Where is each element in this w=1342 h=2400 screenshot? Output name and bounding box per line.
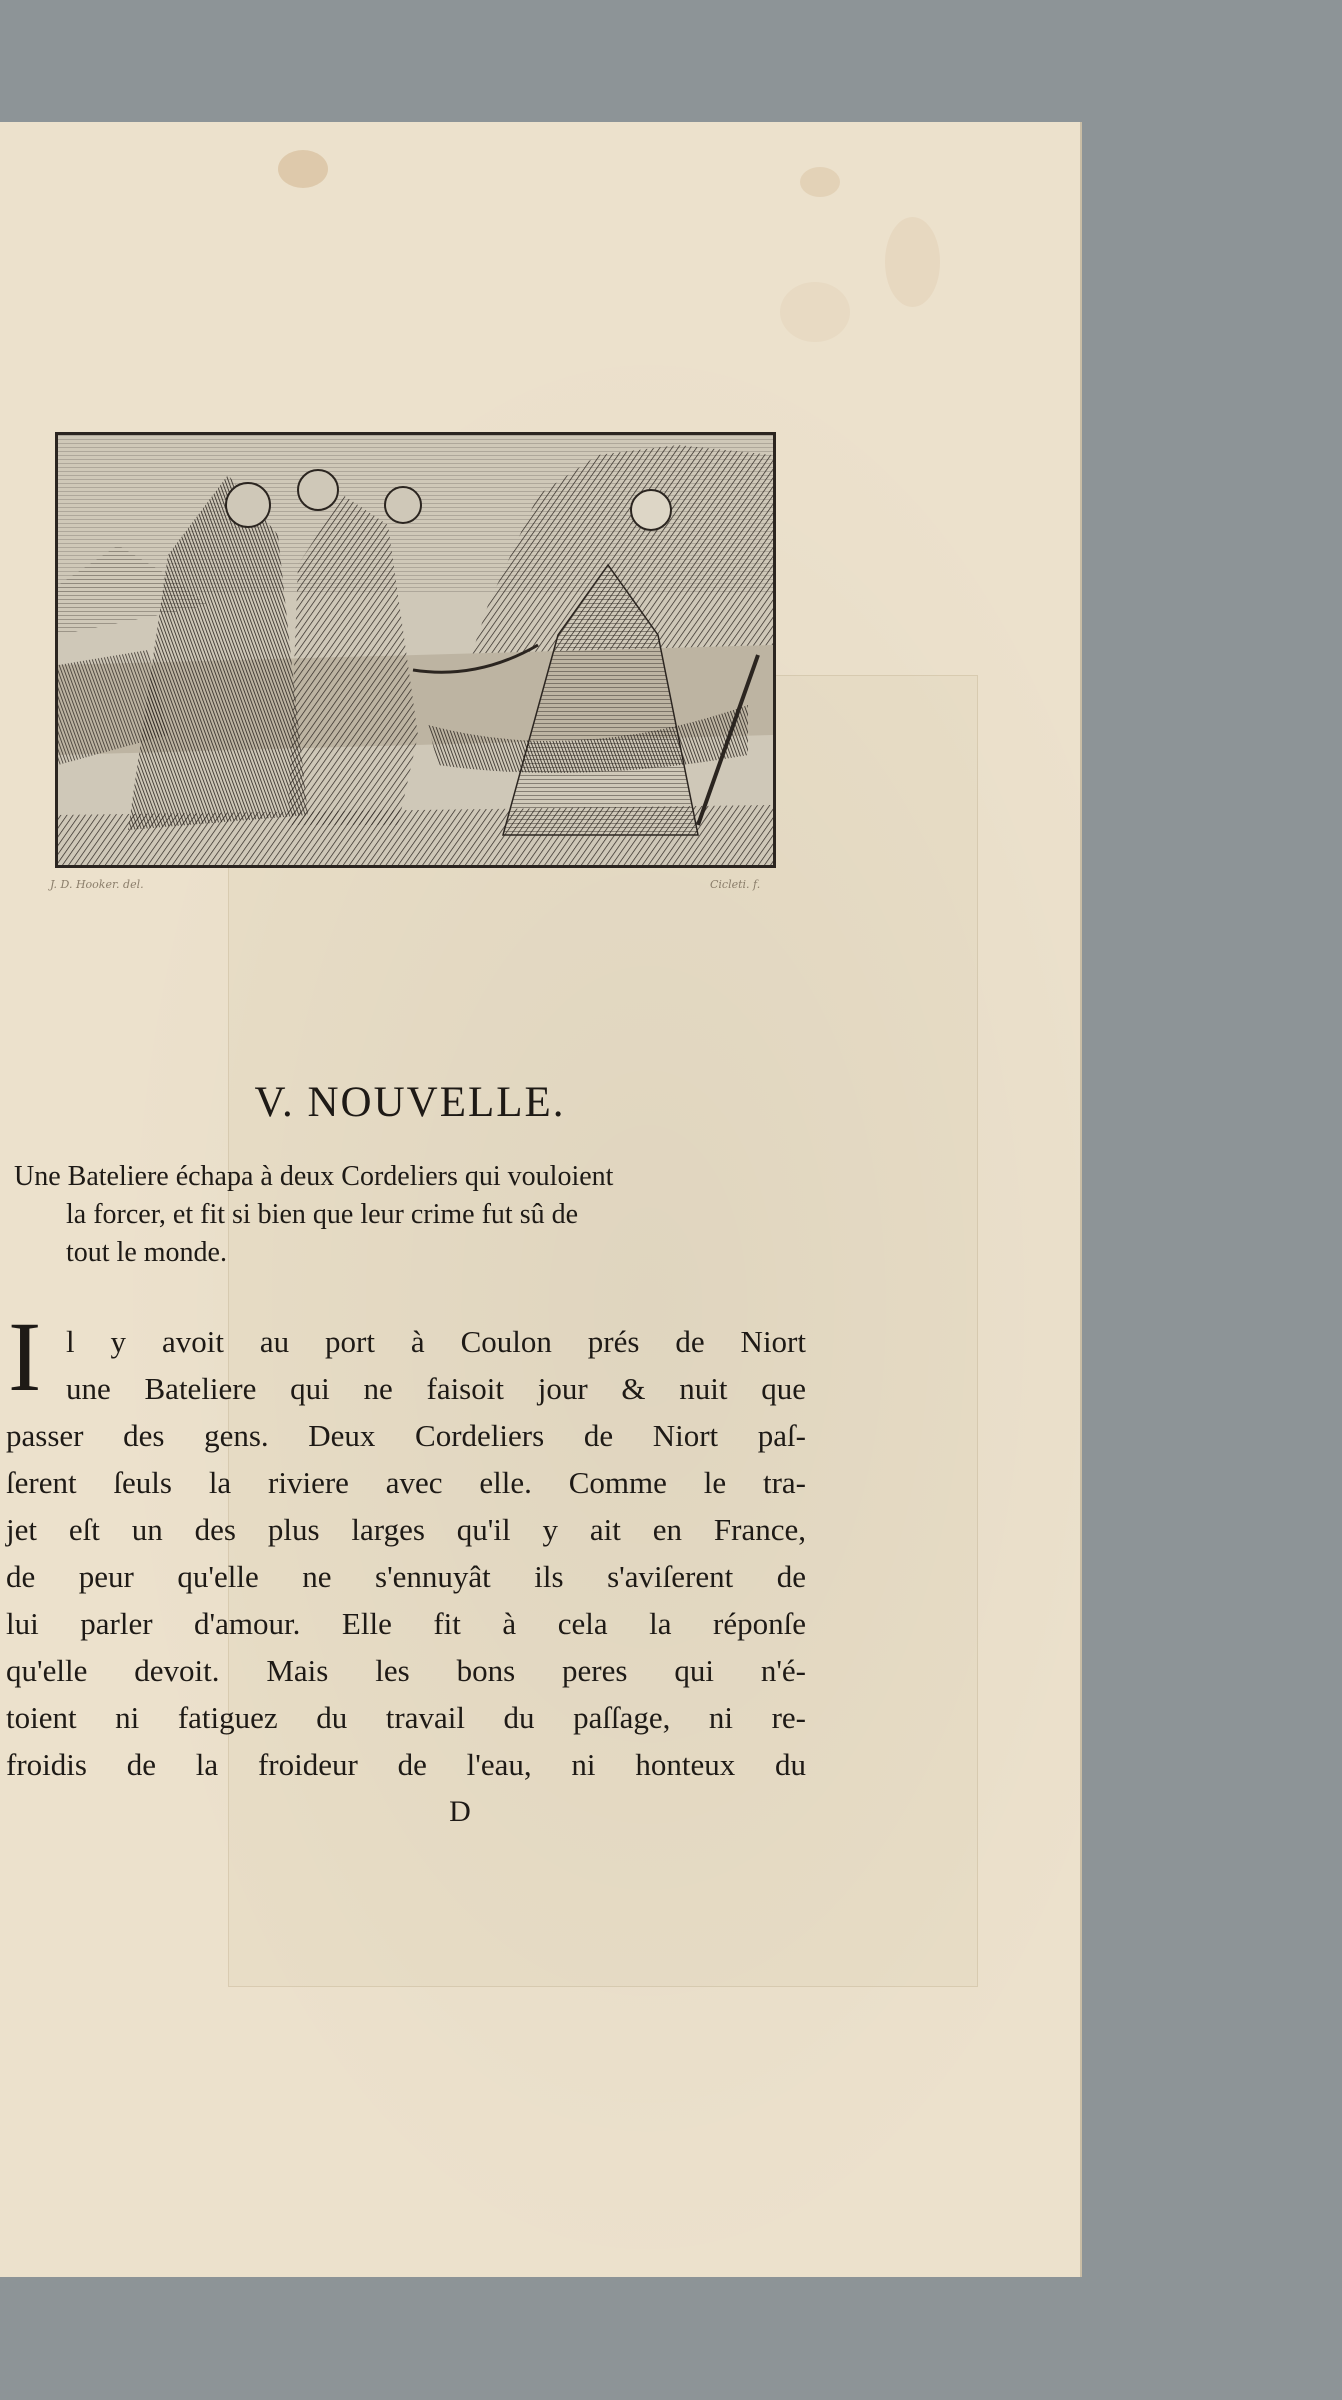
body-line: froidis de la froideur de l'eau, ni honteux du — [6, 1747, 806, 1782]
body-line: ſerent ſeuls la riviere avec elle. Comme le tra- — [6, 1465, 806, 1500]
body-line: lui parler d'amour. Elle fit à cela la réponſe — [6, 1606, 806, 1641]
summary-line: Une Bateliere échapa à deux Cordeliers qui vouloient — [14, 1161, 614, 1192]
body-line: de peur qu'elle ne s'ennuyât ils s'aviſerent de — [6, 1559, 806, 1594]
body-line: jet eſt un des plus larges qu'il y ait en France, — [6, 1512, 806, 1547]
body-paragraph — [6, 1318, 806, 1788]
signature-mark: D — [449, 1795, 471, 1828]
body-line: l y avoit au port à Coulon prés de Niort — [66, 1324, 806, 1359]
foxing-stain — [885, 217, 940, 307]
engraving-illustration — [55, 432, 776, 868]
summary-line: tout le monde. — [66, 1237, 227, 1268]
foxing-stain — [278, 150, 328, 188]
summary-line: la forcer, et fit si bien que leur crime fut sû de — [66, 1199, 579, 1230]
illustration-credit-right: Cicleti. f. — [710, 878, 761, 891]
chapter-summary — [14, 1158, 814, 1272]
foxing-stain — [780, 282, 850, 342]
body-line: toient ni fatiguez du travail du paſſage, ni re- — [6, 1700, 806, 1735]
chapter-heading: V. NOUVELLE. — [254, 1079, 566, 1126]
body-line: passer des gens. Deux Cordeliers de Niort paſ- — [6, 1418, 806, 1453]
illustration-credit-left: J. D. Hooker. del. — [50, 878, 144, 891]
drop-cap: I — [8, 1301, 42, 1412]
body-line: qu'elle devoit. Mais les bons peres qui n'é- — [6, 1653, 806, 1688]
body-line: une Bateliere qui ne faisoit jour & nuit que — [66, 1371, 806, 1406]
foxing-stain — [800, 167, 840, 197]
